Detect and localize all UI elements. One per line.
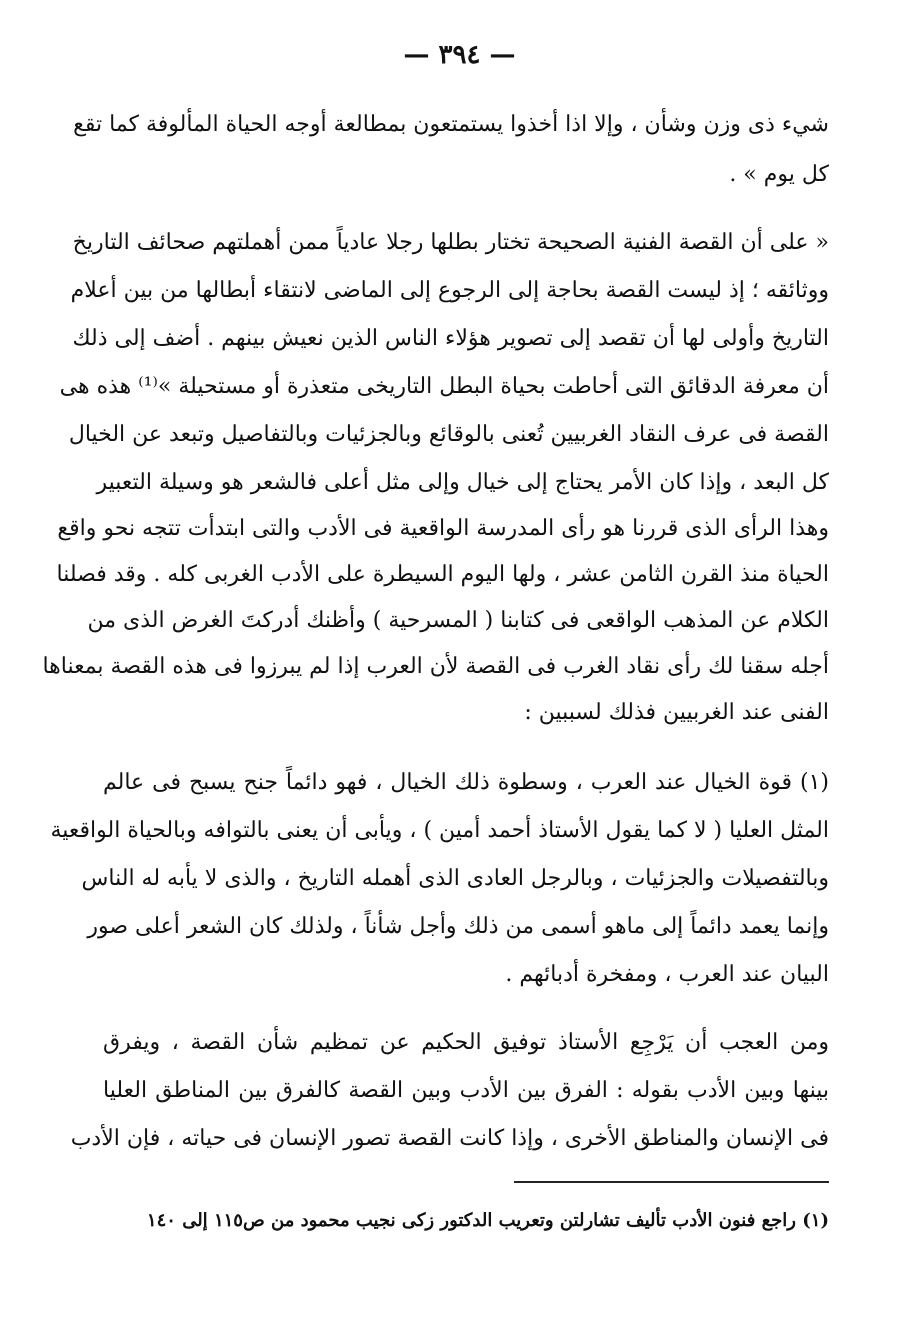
text-line: فى الإنسان والمناطق الأخرى ، وإذا كانت القصة تصور الإنسان فى حياته ، فإن الأدب	[70, 1126, 829, 1151]
text-line: البيان عند العرب ، ومفخرة أدبائهم .	[505, 962, 829, 987]
page-number: — ٣٩٤ —	[403, 40, 516, 70]
text-line: الحياة منذ القرن الثامن عشر ، ولها اليوم السيطرة على الأدب الغربى كله . وقد فصلنا	[56, 562, 829, 587]
text-line: المثل العليا ( لا كما يقول الأستاذ أحمد أمين ) ، ويأبى أن يعنى بالتوافه وبالحياة الواقعية	[50, 818, 829, 843]
text-line: وبالتفصيلات والجزئيات ، وبالرجل العادى الذى أهمله التاريخ ، والذى لا يأبه له الناس	[81, 866, 829, 891]
text-line: (١) قوة الخيال عند العرب ، وسطوة ذلك الخيال ، فهو دائماً جنح يسبح فى عالم	[103, 770, 829, 795]
text-line: الفنى عند الغربيين فذلك لسببين :	[524, 700, 829, 725]
text-line: القصة فى عرف النقاد الغربيين تُعنى بالوقائع وبالجزئيات وبالتفاصيل وتبعد عن الخيال	[68, 422, 829, 447]
text-line: ومن العجب أن يَرْجِع الأستاذ توفيق الحكيم عن تمظيم شأن القصة ، ويفرق	[103, 1030, 829, 1055]
text-line: بينها وبين الأدب بقوله : الفرق بين الأدب وبين القصة كالفرق بين المناطق العليا	[103, 1078, 829, 1103]
text-line: أجله سقنا لك رأى نقاد الغرب فى القصة لأن العرب إذا لم يبرزوا فى هذه القصة بمعناها	[42, 654, 829, 679]
text-line: كل البعد ، وإذا كان الأمر يحتاج إلى خيال وإلى مثل أعلى فالشعر هو وسيلة التعبير	[96, 470, 829, 495]
text-line: شيء ذى وزن وشأن ، وإلا اذا أخذوا يستمتعون بمطالعة أوجه الحياة المألوفة كما تقع	[73, 112, 829, 137]
text-line: كل يوم » .	[729, 162, 829, 187]
text-line: الكلام عن المذهب الواقعى فى كتابنا ( المسرحية ) وأظنك أدركتَ الغرض الذى من	[87, 608, 829, 633]
text-line: أن معرفة الدقائق التى أحاطت بحياة البطل التاريخى متعذرة أو مستحيلة »⁽¹⁾ هذه هى	[59, 374, 829, 399]
text-line: وإنما يعمد دائماً إلى ماهو أسمى من ذلك وأجل شأناً ، ولذلك كان الشعر أعلى صور	[87, 914, 829, 939]
text-line: « على أن القصة الفنية الصحيحة تختار بطلها رجلا عادياً ممن أهملتهم صحائف التاريخ	[72, 230, 829, 255]
text-line: ووثائقه ؛ إذ ليست القصة بحاجة إلى الرجوع إلى الماضى لانتقاء أبطالها من بين أعلام	[70, 278, 829, 303]
text-line: وهذا الرأى الذى قررنا هو رأى المدرسة الواقعية فى الأدب والتى ابتدأت تتجه نحو واقع	[57, 516, 829, 541]
text-line: التاريخ وأولى لها أن تقصد إلى تصوير هؤلاء الناس الذين نعيش بينهم . أضف إلى ذلك	[72, 326, 829, 351]
footnote-divider	[514, 1181, 829, 1183]
footnote: (١) راجع فنون الأدب تأليف تشارلتن وتعريب الدكتور زكى نجيب محمود من ص١١٥ إلى ١٤٠	[146, 1210, 829, 1231]
